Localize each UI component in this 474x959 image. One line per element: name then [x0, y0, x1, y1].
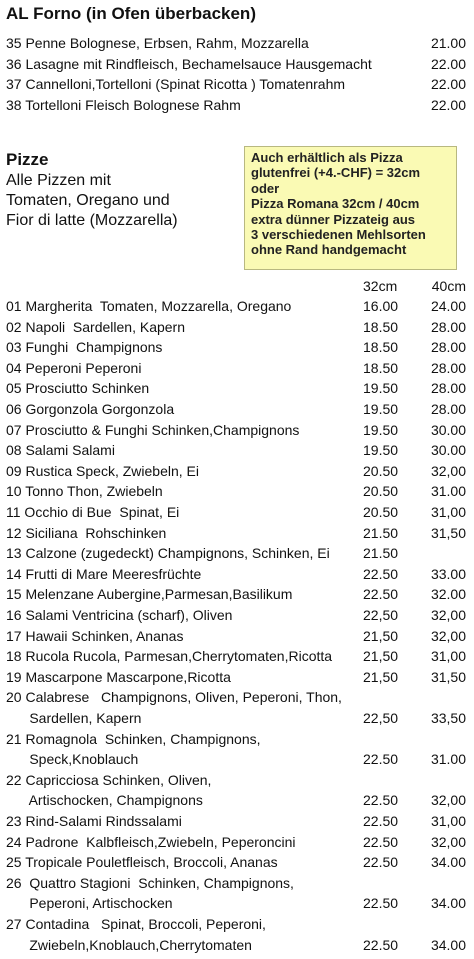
pizze-heading: Pizze: [6, 150, 49, 169]
pizza-name: 27 Contadina Spinat, Broccoli, Peperoni,: [6, 916, 266, 932]
price-32cm: 21.50: [363, 524, 399, 541]
price-32cm: 21.50: [363, 545, 399, 562]
price-32cm: 21,50: [363, 648, 399, 665]
pizza-name: 05 Prosciutto Schinken: [6, 380, 150, 397]
column-header-32cm: 32cm: [363, 278, 398, 294]
price-32cm: 22,50: [363, 607, 399, 623]
price-32cm: 22.50: [363, 854, 399, 871]
price-40cm: 31,50: [430, 524, 466, 541]
item-name: 37 Cannelloni,Tortelloni (Spinat Ricotta ) Tomatenrahm: [6, 76, 346, 93]
price-32cm: 22.50: [363, 586, 399, 603]
pizza-name: 12 Siciliana Rohschinken: [6, 524, 167, 541]
price-32cm: 22,50: [363, 710, 399, 726]
price-32cm: 22.50: [363, 565, 399, 582]
pizza-name: 10 Tonno Thon, Zwiebeln: [6, 483, 163, 500]
pizza-name: Peperoni, Artischocken: [6, 895, 173, 912]
price-40cm: 28.00: [430, 359, 466, 376]
pizza-name: 25 Tropicale Pouletfleisch, Broccoli, Ananas: [6, 854, 278, 871]
price-32cm: 16.00: [363, 298, 399, 314]
pizza-name: 04 Peperoni Peperoni: [6, 359, 142, 376]
pizza-name: 22 Capricciosa Schinken, Oliven,: [6, 771, 212, 788]
pizze-subtitle-line: Fior di latte (Mozzarella): [6, 212, 178, 229]
price-40cm: 31,00: [430, 648, 466, 665]
note-line: Pizza Romana 32cm / 40cm: [251, 196, 420, 212]
item-price: 22.00: [430, 76, 466, 93]
price-40cm: 28.00: [430, 401, 466, 417]
pizza-name: 26 Quattro Stagioni Schinken, Champignons,: [6, 874, 294, 891]
item-price: 22.00: [430, 97, 466, 114]
pizza-name: 11 Occhio di Bue Spinat, Ei: [6, 504, 180, 520]
pizza-name: 09 Rustica Speck, Zwiebeln, Ei: [6, 462, 199, 479]
pizza-name: 21 Romagnola Schinken, Champignons,: [6, 730, 261, 747]
price-40cm: 32,00: [430, 792, 466, 809]
pizza-name: 20 Calabrese Champignons, Oliven, Peperoni, Thon,: [6, 689, 342, 706]
price-32cm: 18.50: [363, 318, 399, 335]
pizza-name: 02 Napoli Sardellen, Kapern: [6, 318, 186, 335]
price-40cm: 32,00: [430, 462, 466, 479]
gluten-free-note: [244, 146, 457, 270]
price-32cm: 19.50: [363, 421, 399, 438]
price-40cm: 24.00: [430, 298, 466, 314]
pizza-name: 19 Mascarpone Mascarpone,Ricotta: [6, 668, 231, 685]
item-price: 21.00: [430, 35, 466, 51]
pizza-name: 13 Calzone (zugedeckt) Champignons, Schinken, Ei: [6, 545, 330, 562]
price-40cm: 31,50: [430, 668, 466, 685]
price-40cm: 28.00: [430, 380, 466, 397]
price-40cm: 28.00: [430, 339, 466, 356]
item-name: 36 Lasagne mit Rindfleisch, Bechamelsauce Hausgemacht: [6, 55, 372, 72]
price-40cm: 33,50: [430, 710, 466, 726]
price-32cm: 19.50: [363, 442, 399, 459]
note-line: Auch erhältlich als Pizza: [251, 150, 403, 165]
price-32cm: 20.50: [363, 462, 399, 479]
price-40cm: 32,00: [430, 833, 466, 850]
price-32cm: 21,50: [363, 668, 399, 685]
price-40cm: 33.00: [430, 565, 466, 582]
price-40cm: 31.00: [430, 483, 466, 500]
price-32cm: 22.50: [363, 936, 399, 953]
price-32cm: 22.50: [363, 751, 399, 768]
pizza-name: 07 Prosciutto & Funghi Schinken,Champignons: [6, 421, 300, 438]
pizza-name: Speck,Knoblauch: [6, 751, 139, 768]
price-32cm: 19.50: [363, 380, 399, 397]
price-40cm: 30.00: [430, 442, 466, 459]
price-40cm: 32,00: [430, 627, 466, 644]
price-40cm: 34.00: [430, 895, 466, 912]
pizza-name: Sardellen, Kapern: [6, 710, 142, 726]
column-header-40cm: 40cm: [431, 278, 466, 294]
pizza-name: 14 Frutti di Mare Meeresfrüchte: [6, 565, 202, 582]
item-name: 35 Penne Bolognese, Erbsen, Rahm, Mozzarella: [6, 35, 309, 51]
price-40cm: 32.00: [430, 586, 466, 603]
pizza-name: 23 Rind-Salami Rindssalami: [6, 813, 182, 829]
al-forno-heading: AL Forno (in Ofen überbacken): [6, 4, 256, 23]
item-name: 38 Tortelloni Fleisch Bolognese Rahm: [6, 97, 241, 114]
pizze-subtitle-line: Alle Pizzen mit: [6, 172, 111, 189]
price-40cm: 32,00: [430, 607, 466, 623]
price-32cm: 22.50: [363, 792, 399, 809]
pizza-name: 01 Margherita Tomaten, Mozzarella, Oregano: [6, 298, 292, 314]
price-40cm: 31.00: [430, 751, 466, 768]
pizze-subtitle-line: Tomaten, Oregano und: [6, 192, 170, 209]
price-40cm: 30.00: [430, 421, 466, 438]
price-40cm: 31,00: [430, 813, 466, 829]
price-40cm: 34.00: [430, 936, 466, 953]
pizza-name: 16 Salami Ventricina (scharf), Oliven: [6, 607, 233, 623]
note-line: ohne Rand handgemacht: [251, 242, 407, 258]
price-32cm: 19.50: [363, 401, 399, 417]
pizza-name: Zwiebeln,Knoblauch,Cherrytomaten: [6, 936, 252, 953]
pizza-name: 03 Funghi Champignons: [6, 339, 163, 356]
price-32cm: 20.50: [363, 504, 399, 520]
pizza-name: 15 Melenzane Aubergine,Parmesan,Basilikum: [6, 586, 293, 603]
pizza-name: 06 Gorgonzola Gorgonzola: [6, 401, 175, 417]
pizza-name: 24 Padrone Kalbfleisch,Zwiebeln, Peperoncini: [6, 833, 296, 850]
pizza-name: Artischocken, Champignons: [6, 792, 203, 809]
price-32cm: 21,50: [363, 627, 399, 644]
pizza-name: 08 Salami Salami: [6, 442, 115, 459]
price-40cm: 31,00: [430, 504, 466, 520]
price-32cm: 22.50: [363, 813, 399, 829]
price-32cm: 20.50: [363, 483, 399, 500]
price-32cm: 18.50: [363, 339, 399, 356]
note-line: 3 verschiedenen Mehlsorten: [251, 227, 426, 243]
price-40cm: 28.00: [430, 318, 466, 335]
note-line: glutenfrei (+4.-CHF) = 32cm: [251, 165, 421, 181]
price-32cm: 22.50: [363, 895, 399, 912]
price-32cm: 18.50: [363, 359, 399, 376]
item-price: 22.00: [430, 55, 466, 72]
price-32cm: 22.50: [363, 833, 399, 850]
pizza-name: 18 Rucola Rucola, Parmesan,Cherrytomaten,Ricotta: [6, 648, 333, 665]
note-line: extra dünner Pizzateig aus: [251, 211, 415, 227]
pizza-name: 17 Hawaii Schinken, Ananas: [6, 627, 184, 644]
price-40cm: 34.00: [430, 854, 466, 871]
note-line: oder: [251, 180, 280, 196]
